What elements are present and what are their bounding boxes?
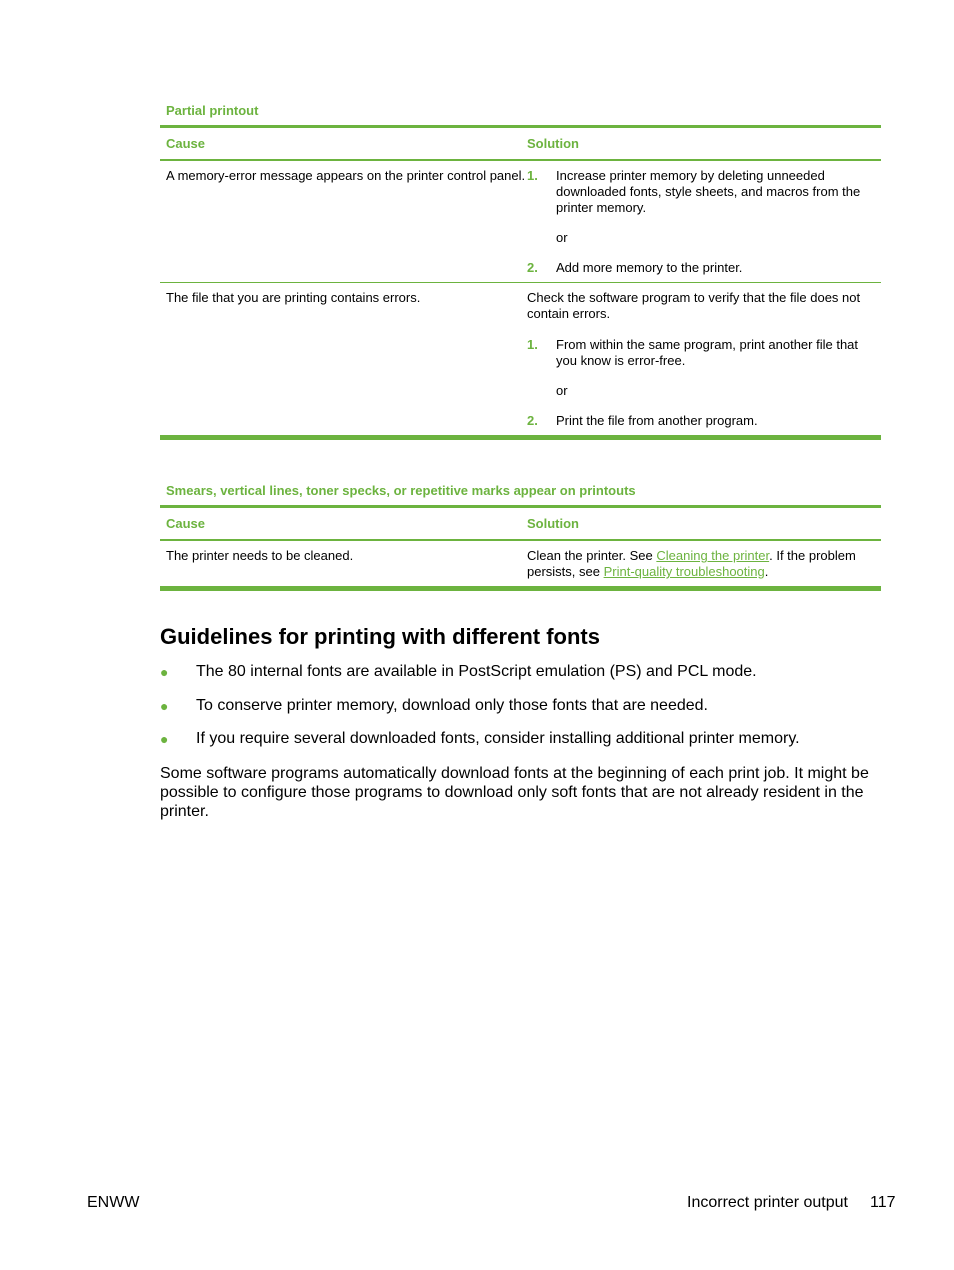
table-caption-partial-printout: Partial printout — [166, 103, 259, 118]
solution-steps — [527, 260, 875, 276]
bullet-icon: ● — [160, 697, 169, 714]
cause-text: A memory-error message appears on the printer control panel. — [166, 168, 526, 183]
or-separator: or — [556, 230, 568, 245]
step-text: Print the file from another program. — [556, 413, 758, 428]
solution-step — [527, 260, 875, 276]
list-item — [160, 729, 881, 749]
column-header-cause: Cause — [160, 507, 521, 541]
list-item-text: The 80 internal fonts are available in PostScript emulation (PS) and PCL mode. — [196, 663, 757, 680]
step-text: Increase printer memory by deleting unneeded downloaded fonts, style sheets, and macros from the printer memory. — [556, 168, 861, 215]
solution-cell — [521, 283, 881, 438]
cause-cell — [160, 283, 521, 438]
table-row — [160, 160, 881, 283]
solution-cell — [521, 160, 881, 283]
body-paragraph: Some software programs automatically download fonts at the beginning of each print job. It might be possible to configure those programs to download only soft fonts that are not already resident in the printer. — [160, 765, 869, 820]
table-header-row — [160, 507, 881, 541]
solution-steps — [527, 168, 875, 216]
link-cleaning-the-printer[interactable]: Cleaning the printer — [656, 548, 770, 563]
or-separator: or — [556, 383, 568, 398]
solution-step — [527, 168, 875, 216]
solution-text-part: . If the problem persists, see — [527, 548, 856, 579]
table-row — [160, 283, 881, 438]
font-guidelines-list — [160, 662, 881, 763]
column-header-cause: Cause — [160, 127, 521, 161]
list-item — [160, 662, 881, 682]
table-row — [160, 540, 881, 589]
cause-cell — [160, 540, 521, 589]
solution-text-part: . — [764, 564, 769, 579]
solution-step — [527, 413, 875, 429]
column-header-solution: Solution — [521, 127, 881, 161]
step-text: Add more memory to the printer. — [556, 260, 743, 275]
solution-steps — [527, 337, 875, 369]
footer-left: ENWW — [87, 1194, 140, 1211]
section-heading: Guidelines for printing with different fonts — [160, 624, 600, 649]
step-number: 1. — [527, 337, 538, 352]
solution-cell — [521, 540, 881, 589]
solution-intro: Check the software program to verify that the file does not contain errors. — [527, 290, 861, 321]
link-print-quality-troubleshooting[interactable]: Print-quality troubleshooting — [603, 564, 765, 579]
list-item-text: To conserve printer memory, download only those fonts that are needed. — [196, 696, 708, 714]
step-number: 1. — [527, 168, 538, 183]
page-number: 117 — [870, 1194, 896, 1211]
list-item — [160, 696, 881, 716]
solution-text-part: Clean the printer. See — [527, 548, 657, 563]
bullet-icon: ● — [160, 664, 169, 680]
bullet-icon: ● — [160, 731, 169, 747]
partial-printout-table — [160, 125, 881, 440]
step-text: From within the same program, print another file that you know is error-free. — [556, 337, 859, 368]
footer-chapter-title: Incorrect printer output — [687, 1194, 848, 1211]
column-header-solution: Solution — [521, 507, 881, 541]
list-item-text: If you require several downloaded fonts, consider installing additional printer memory. — [196, 730, 800, 747]
cause-text: The file that you are printing contains errors. — [166, 290, 421, 305]
step-number: 2. — [527, 260, 538, 275]
table-header-row — [160, 127, 881, 161]
smears-table — [160, 505, 881, 591]
solution-step — [527, 337, 875, 369]
cause-cell — [160, 160, 526, 283]
solution-steps — [527, 413, 875, 429]
step-number: 2. — [527, 413, 538, 428]
table-caption-smears: Smears, vertical lines, toner specks, or repetitive marks appear on printouts — [166, 483, 636, 498]
cause-text: The printer needs to be cleaned. — [166, 548, 354, 563]
